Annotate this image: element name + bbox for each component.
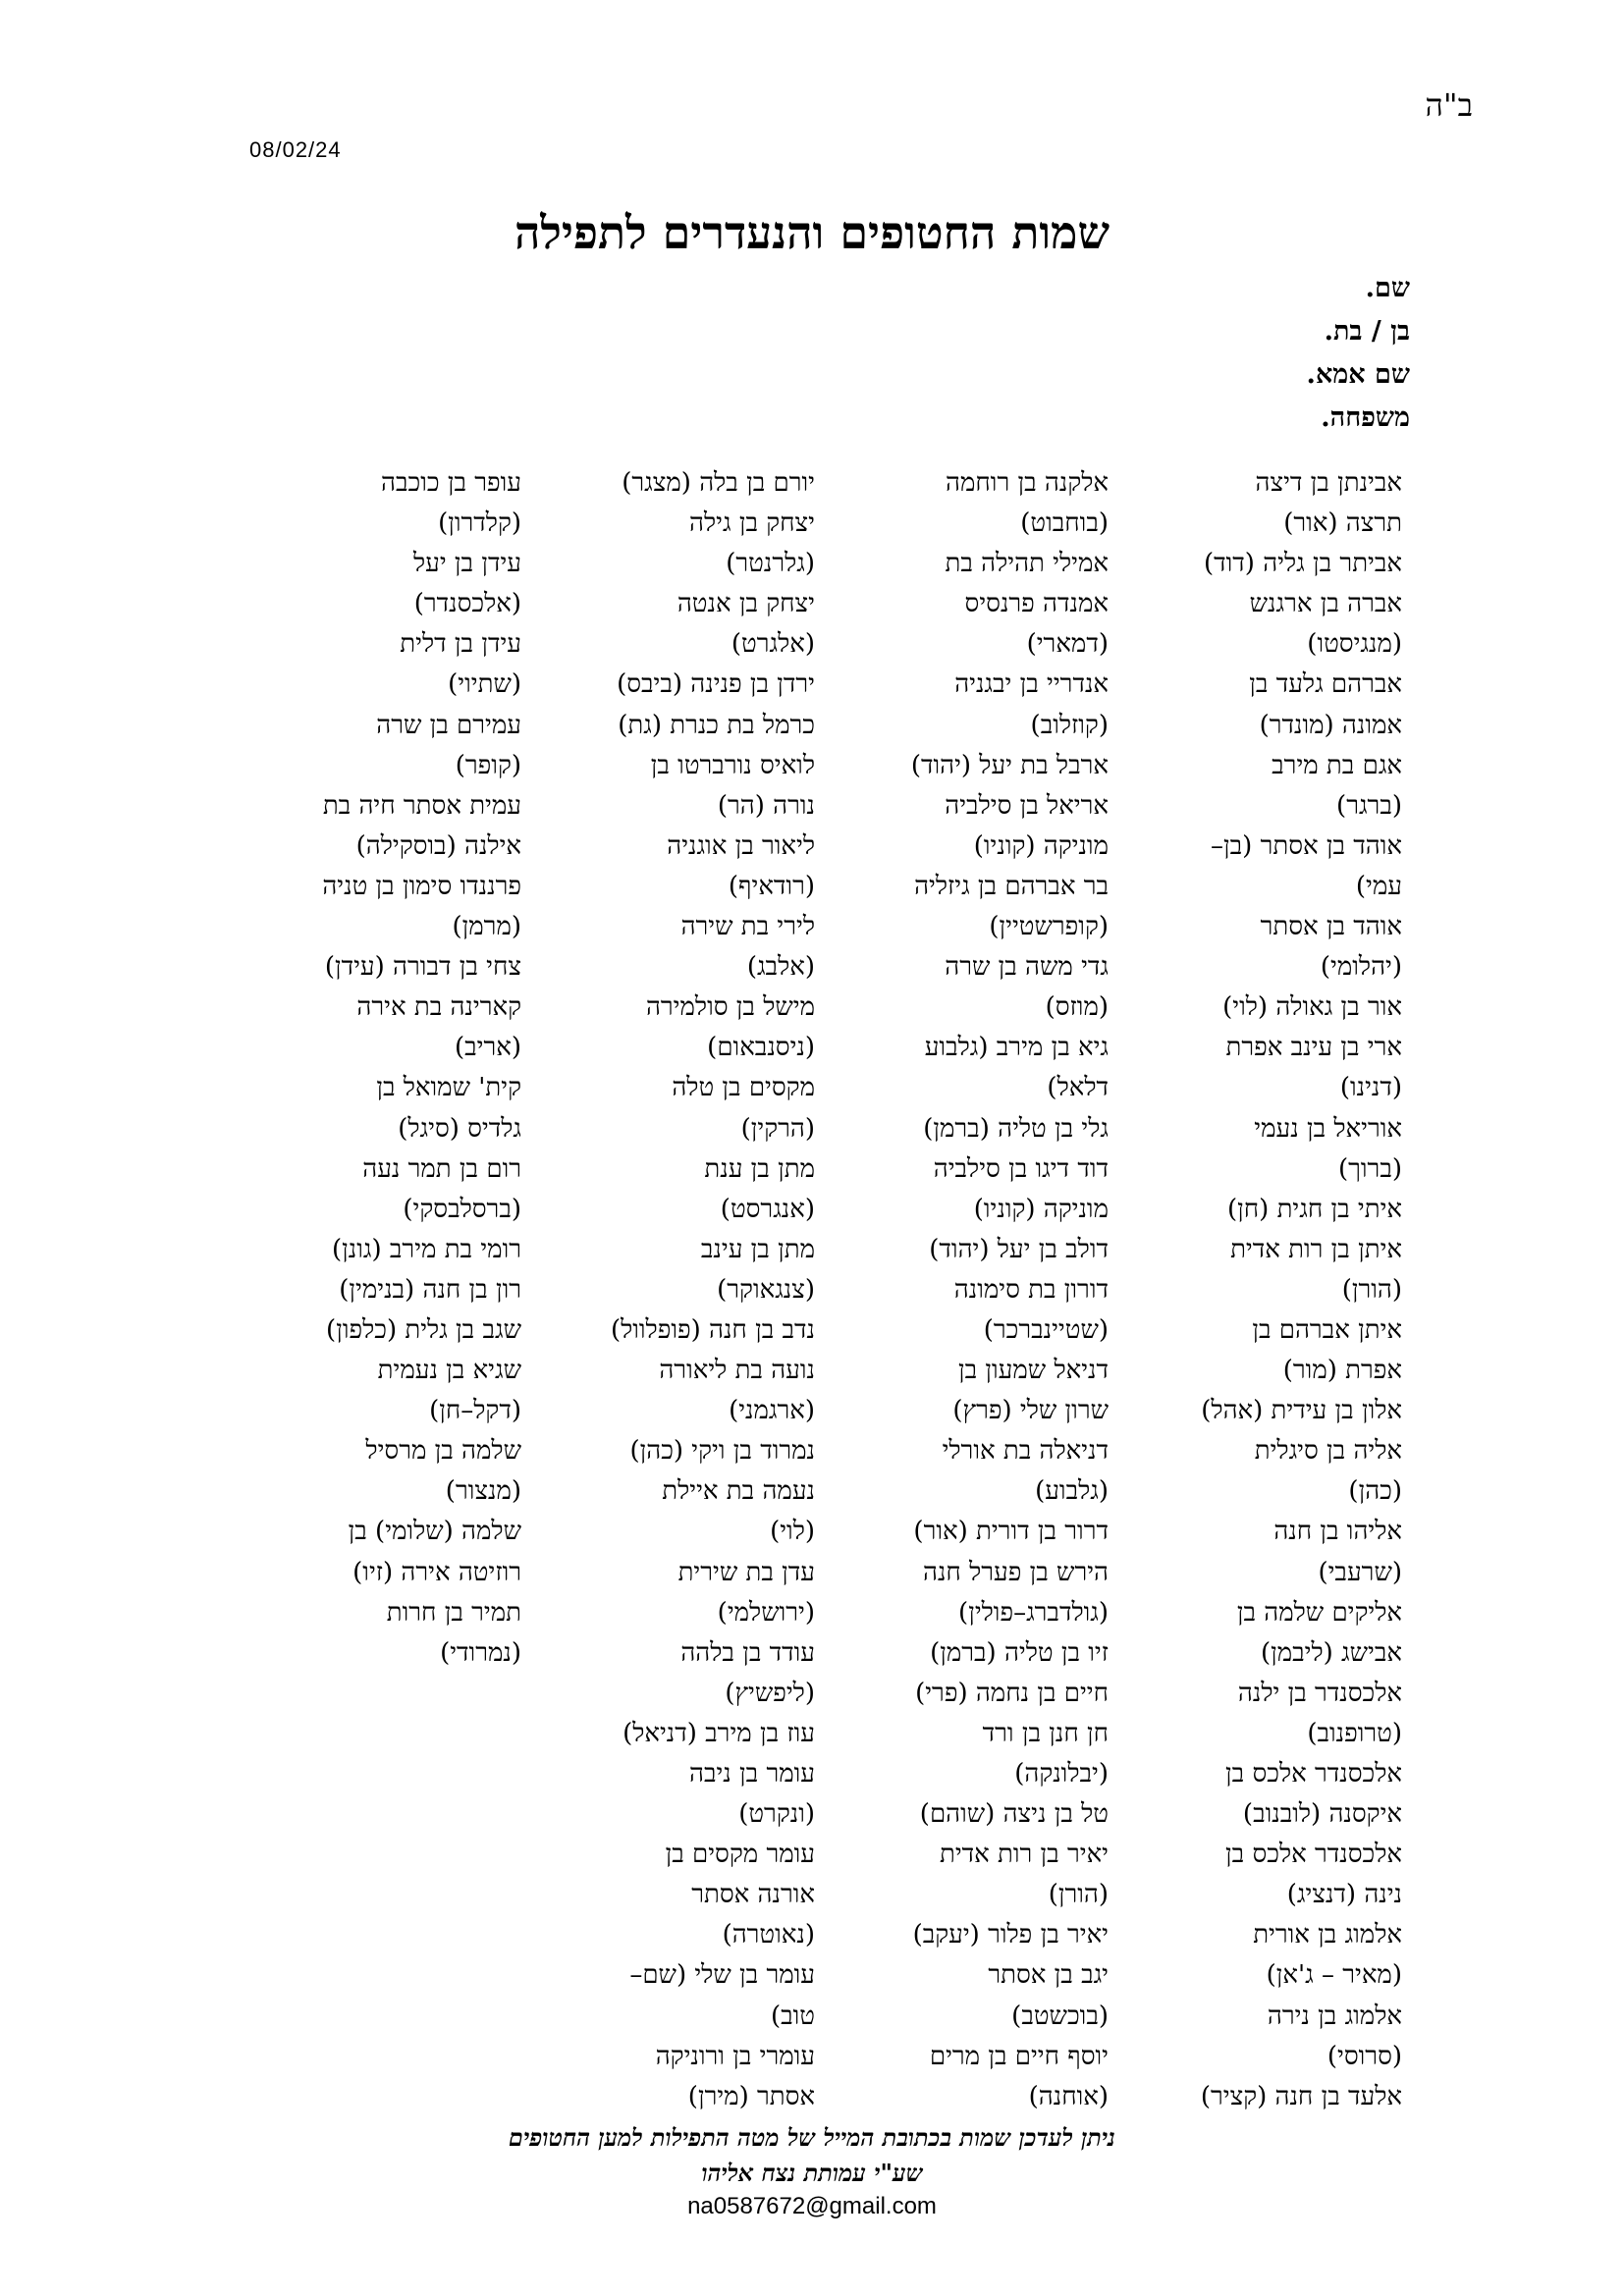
name-line: פרננדו סימון בן טניה: [322, 871, 521, 901]
name-line: (ירושלמי): [717, 1597, 815, 1628]
name-line: (ליפשיץ): [725, 1678, 815, 1708]
name-line: אור בן גאולה (לוי): [1222, 992, 1402, 1023]
name-line: (שטיינברכר): [983, 1314, 1109, 1345]
name-line: תרצה (אור): [1283, 508, 1402, 539]
name-line: נועה בת ליאורה: [659, 1356, 815, 1386]
name-line: אגם בת מירב: [1272, 750, 1402, 780]
names-column-4: [236, 463, 529, 2117]
name-line: (אלגרט): [731, 629, 815, 660]
name-line: (נאוטרה): [722, 1920, 815, 1950]
name-line: אורנה אסתר: [691, 1880, 815, 1910]
document-date: 08/02/24: [249, 137, 342, 162]
name-line: דניאלה בת אורלי: [942, 1436, 1109, 1467]
footer-note: [0, 2120, 1624, 2191]
b-h-mark: ב"ה: [1425, 86, 1473, 124]
name-line: נדב בן חנה (פופלוול): [610, 1314, 815, 1345]
name-line: אפרת (מור): [1282, 1356, 1402, 1386]
name-line: (קלדרון): [438, 508, 521, 539]
name-line: אלעד בן חנה (קציר): [1200, 2081, 1402, 2111]
name-line: אוהד בן אסתר: [1260, 912, 1402, 942]
name-line: אברה בן ארגנש: [1249, 589, 1402, 619]
name-line: אלון בן עידית (אהל): [1201, 1396, 1402, 1426]
name-line: אבישג (ליבמן): [1260, 1637, 1402, 1668]
name-line: (ברסלבסקי): [403, 1194, 521, 1224]
name-line: (דקל–חן): [429, 1396, 521, 1426]
name-line: נינה (דנציג): [1286, 1880, 1402, 1910]
legend-item: שם אמא.: [1306, 359, 1410, 390]
name-line: בר אברהם בן גיזליה: [914, 871, 1109, 901]
name-line: (יהלומי): [1320, 952, 1402, 983]
name-line: (ונקרט): [738, 1799, 815, 1830]
name-line: אלכסנדר בן ילנה: [1237, 1678, 1402, 1708]
name-line: גדי משה בן שרה: [945, 952, 1109, 983]
name-line: אלמוג בן נירה: [1267, 2001, 1402, 2031]
name-line: רומי בת מירב (גונן): [332, 1234, 521, 1264]
legend-item: בן / בת.: [1324, 316, 1410, 347]
name-line: עדן בת שירית: [677, 1557, 815, 1587]
name-line: (בוכשטב): [1011, 2001, 1109, 2031]
name-format-legend: [1307, 267, 1410, 440]
name-line: רון בן חנה (בנימין): [339, 1274, 521, 1305]
name-line: (רודאיף): [728, 871, 815, 901]
name-line: יצחק בן אנטה: [677, 589, 815, 619]
name-line: ארבל בת יעל (יהוד): [910, 750, 1109, 780]
name-line: רוזיטה אירה (זיו): [352, 1557, 521, 1587]
name-line: עופר בן כוכבה: [381, 468, 521, 498]
name-line: (בוחבוט): [1020, 508, 1109, 539]
name-line: אמונה (מונדר): [1259, 710, 1402, 740]
name-line: (סרוסי): [1326, 2041, 1402, 2071]
name-line: עומר מקסים בן: [665, 1840, 815, 1870]
name-line: (גולדברג–פולין): [958, 1597, 1109, 1628]
legend-item: משפחה.: [1321, 402, 1410, 433]
name-line: קארינה בת אירה: [356, 992, 521, 1023]
name-line: עמי): [1355, 871, 1402, 901]
name-line: (הורן): [1048, 1880, 1109, 1910]
name-line: טל בן ניצה (שוהם): [919, 1799, 1109, 1830]
names-column-1: [1116, 463, 1410, 2117]
name-line: (ניסנבאום): [707, 1033, 815, 1063]
name-line: (יבלונקה): [1014, 1759, 1109, 1789]
name-line: (לוי): [770, 1517, 815, 1547]
name-line: אילנה (בוסקילה): [355, 830, 521, 861]
name-line: יוסף חיים בן מרים: [929, 2041, 1109, 2071]
name-line: עידן בן דלית: [400, 629, 521, 660]
name-line: (ברגר): [1336, 790, 1402, 821]
name-line: (אוחנה): [1028, 2081, 1109, 2111]
name-line: ירדן בן פנינה (ביבס): [617, 669, 815, 700]
name-line: אלכסנדר אלכס בן: [1225, 1840, 1402, 1870]
name-line: יגב בן אסתר: [988, 1960, 1109, 1991]
name-line: נמרוד בן ויקי (כהן): [629, 1436, 815, 1467]
name-line: איתן בן רות אדית: [1230, 1234, 1402, 1264]
name-line: אברהם גלעד בן: [1249, 669, 1402, 700]
name-line: אריאל בן סילביה: [945, 790, 1109, 821]
name-line: (ברוך): [1337, 1153, 1402, 1184]
name-line: אלמוג בן אורית: [1253, 1920, 1402, 1950]
name-line: (גלבוע): [1035, 1476, 1109, 1507]
name-line: עמית אסתר חיה בת: [322, 790, 521, 821]
footer-line: שע"י עמותת נצח אליהו: [701, 2159, 923, 2187]
name-line: שרון שלי (פרץ): [952, 1396, 1109, 1426]
name-line: כרמל בת כנרת (גת): [618, 710, 815, 740]
page-title: שמות החטופים והנעדרים לתפילה: [514, 206, 1110, 259]
name-line: שלמה (שלומי) בן: [348, 1517, 521, 1547]
name-line: (מנגיסטו): [1307, 629, 1402, 660]
name-line: אוהד בן אסתר (בן–: [1211, 830, 1402, 861]
name-line: שלמה בן מרסיל: [365, 1436, 521, 1467]
name-line: הירש בן פערל חנה: [923, 1557, 1109, 1587]
name-line: (מוזס): [1045, 992, 1109, 1023]
names-column-2: [823, 463, 1116, 2117]
name-line: (גלרנטר): [726, 549, 815, 579]
name-line: חן חנן בן ורד: [982, 1718, 1109, 1748]
name-line: עומרי בן ורוניקה: [655, 2041, 815, 2071]
name-line: (צנגאוקר): [717, 1274, 815, 1305]
name-line: צחי בן דבורה (עידן): [324, 952, 521, 983]
name-line: (טרופנוב): [1307, 1718, 1402, 1748]
name-line: דרור בן דורית (אור): [913, 1517, 1109, 1547]
name-line: מוניקה (קוניו): [973, 830, 1109, 861]
name-line: אליקים שלמה בן: [1236, 1597, 1402, 1628]
name-line: דניאל שמעון בן: [957, 1356, 1109, 1386]
name-line: (ארגמני): [729, 1396, 815, 1426]
name-line: (דנינו): [1339, 1073, 1402, 1103]
contact-email[interactable]: na0587672@gmail.com: [687, 2193, 937, 2219]
name-line: תמיר בן חרות: [386, 1597, 521, 1628]
name-line: ליאור בן אוגניה: [667, 830, 815, 861]
name-line: דוד דיגו בן סילביה: [933, 1153, 1109, 1184]
name-line: אלקנה בן רוחמה: [946, 468, 1109, 498]
name-line: (קופרשטיין): [989, 912, 1109, 942]
name-line: נורה (הר): [717, 790, 815, 821]
name-line: דולב בן יעל (יהוד): [929, 1234, 1109, 1264]
name-line: עמירם בן שרה: [376, 710, 521, 740]
name-line: יצחק בן גילה: [689, 508, 815, 539]
name-line: אלכסנדר אלכס בן: [1225, 1759, 1402, 1789]
name-line: (שרעבי): [1318, 1557, 1402, 1587]
name-line: מקסים בן טלה: [672, 1073, 815, 1103]
name-line: (דמארי): [1026, 629, 1109, 660]
name-line: מישל בן סולמירה: [645, 992, 815, 1023]
name-line: שגיא בן נעמית: [377, 1356, 521, 1386]
name-line: (אלבג): [746, 952, 815, 983]
legend-item: שם.: [1365, 273, 1410, 303]
name-line: אליה בן סיגלית: [1254, 1436, 1402, 1467]
name-line: (מאיר – ג'אן): [1266, 1960, 1402, 1991]
name-line: מתן בן עינב: [700, 1234, 815, 1264]
name-line: (קופר): [455, 750, 521, 780]
name-line: אנדריי בן יבגניה: [954, 669, 1109, 700]
name-line: קית' שמואל בן: [376, 1073, 521, 1103]
names-list: [236, 463, 1410, 2117]
name-line: איקסנה (לובנוב): [1242, 1799, 1402, 1830]
name-line: איתי בן חגית (חן): [1227, 1194, 1402, 1224]
name-line: יאיר בן רות אדית: [939, 1840, 1109, 1870]
name-line: מוניקה (קוניו): [973, 1194, 1109, 1224]
name-line: אבינתן בן דיצה: [1255, 468, 1402, 498]
name-line: עומר בן שלי (שם–: [629, 1960, 815, 1991]
name-line: חיים בן נחמה (פרי): [915, 1678, 1109, 1708]
footer-line: ניתן לעדכן שמות בכתובת המייל של מטה התפילות למען החטופים: [509, 2123, 1115, 2152]
name-line: אוריאל בן נעמי: [1254, 1113, 1402, 1144]
name-line: שגב בן גלית (כלפון): [326, 1314, 521, 1345]
name-line: (שתיוי): [448, 669, 521, 700]
name-line: לואיס נורברטו בן: [650, 750, 815, 780]
name-line: איתן אברהם בן: [1252, 1314, 1402, 1345]
name-line: דורון בת סימונה: [953, 1274, 1109, 1305]
name-line: אסתר (מירן): [687, 2081, 815, 2111]
name-line: זיו בן טליה (ברמן): [930, 1637, 1109, 1668]
name-line: יאיר בן פלור (יעקב): [912, 1920, 1109, 1950]
name-line: דלאל): [1047, 1073, 1109, 1103]
name-line: (כהן): [1348, 1476, 1402, 1507]
name-line: גלי בן טליה (ברמן): [923, 1113, 1109, 1144]
name-line: (מרמן): [452, 912, 521, 942]
name-line: נעמה בת איילת: [662, 1476, 815, 1507]
name-line: עודד בן בלהה: [680, 1637, 815, 1668]
name-line: גיא בן מירב (גלבוע: [924, 1033, 1109, 1063]
name-line: עוז בן מירב (דניאל): [623, 1718, 815, 1748]
name-line: מתן בן ענת: [704, 1153, 815, 1184]
name-line: (קוזלוב): [1030, 710, 1109, 740]
name-line: טוב): [770, 2001, 815, 2031]
name-line: עידן בן יעל: [412, 549, 521, 579]
name-line: (נמרודי): [440, 1637, 521, 1668]
name-line: רום בן תמר נעה: [362, 1153, 521, 1184]
name-line: (אלכסנדר): [413, 589, 521, 619]
name-line: אמילי תהילה בת: [945, 549, 1109, 579]
names-column-3: [529, 463, 823, 2117]
name-line: יורם בן בלה (מצגר): [622, 468, 815, 498]
name-line: (מנצור): [445, 1476, 521, 1507]
name-line: (הרקין): [740, 1113, 815, 1144]
name-line: (אנגרסט): [720, 1194, 815, 1224]
name-line: (הורן): [1341, 1274, 1402, 1305]
name-line: אמנדה פרנסיס: [964, 589, 1109, 619]
name-line: גלדיס (סיגל): [398, 1113, 521, 1144]
name-line: עומר בן ניבה: [689, 1759, 815, 1789]
name-line: אביתר בן גליה (דוד): [1204, 549, 1402, 579]
name-line: (אריב): [454, 1033, 521, 1063]
name-line: אליהו בן חנה: [1273, 1517, 1402, 1547]
name-line: לירי בת שירה: [680, 912, 815, 942]
name-line: ארי בן עינב אפרת: [1225, 1033, 1402, 1063]
